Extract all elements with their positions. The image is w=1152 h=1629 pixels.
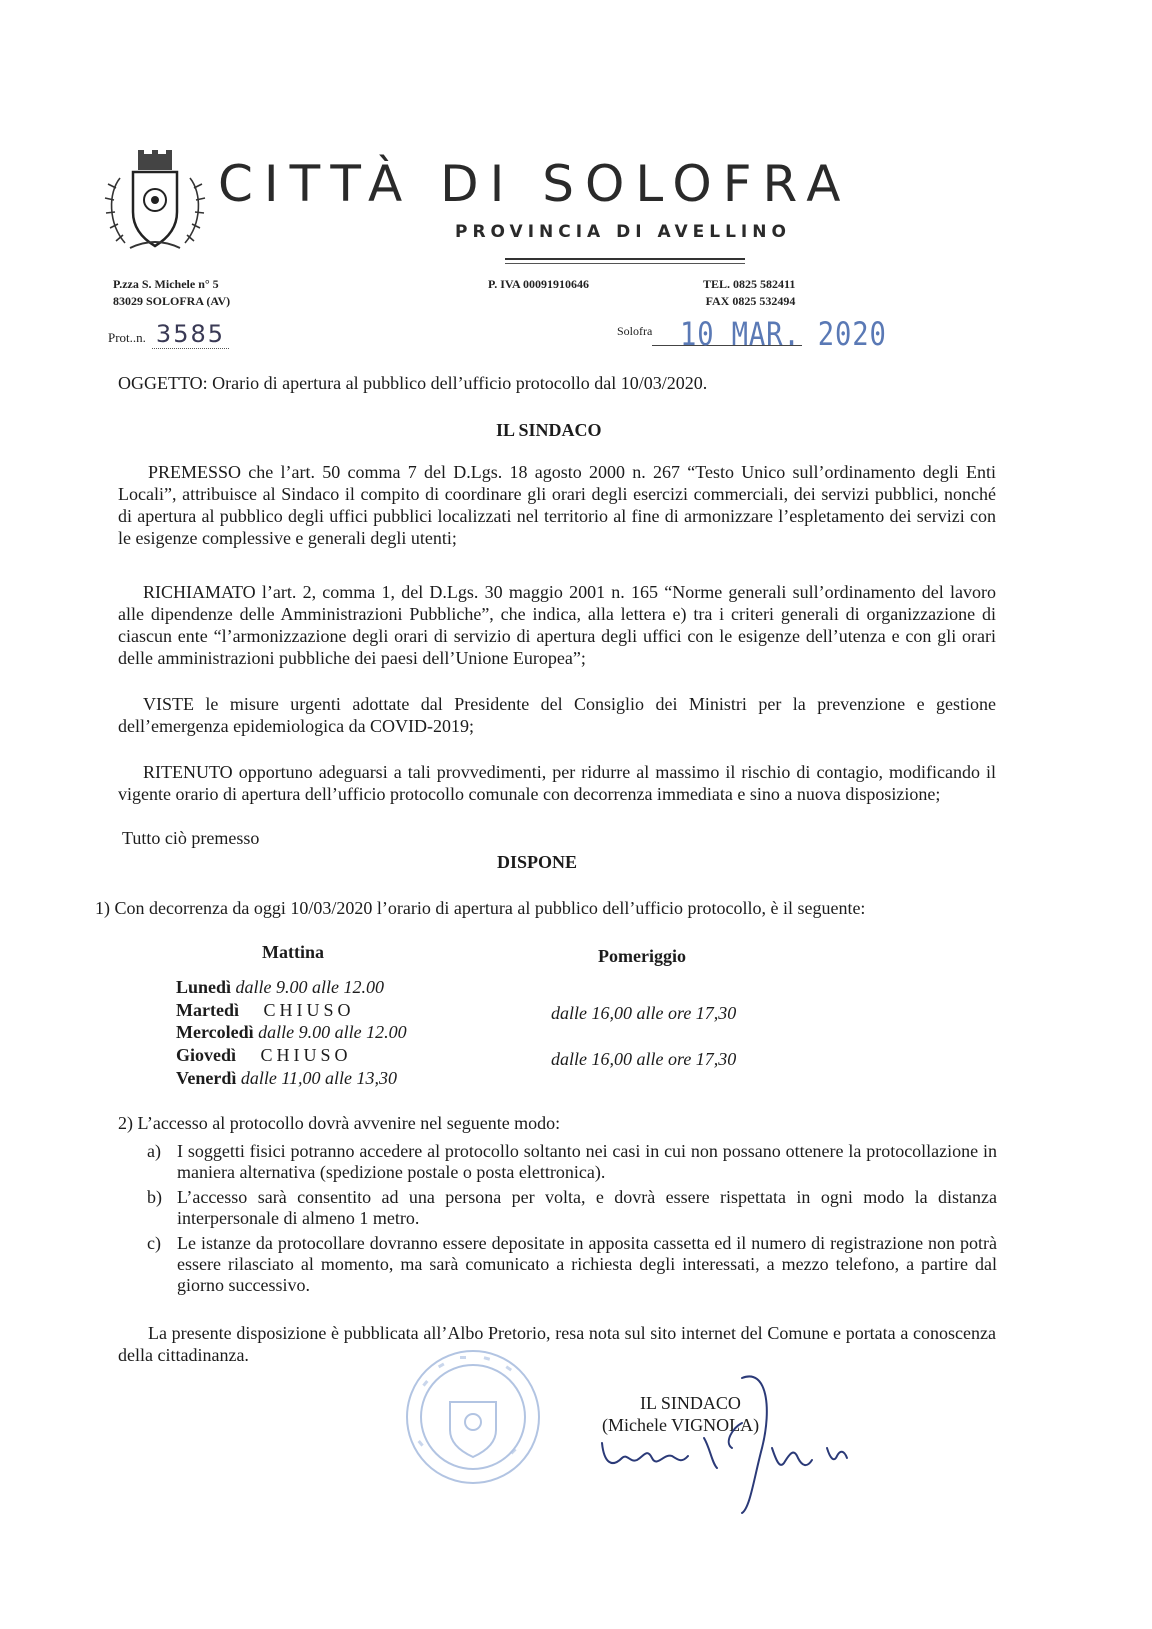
schedule-morning-hours: CHIUSO (263, 1000, 355, 1020)
contact-block (703, 276, 795, 310)
paragraph-viste: VISTE le misure urgenti adottate dal Presidente del Consiglio dei Ministri per la prevenzione e gestione dell’emergenza epidemiologica da COVID-2019; (118, 694, 996, 736)
sub-item-label: a) (147, 1141, 161, 1161)
city-title: CITTÀ DI SOLOFRA (218, 155, 852, 213)
provision-item-2: 2) L’accesso al protocollo dovrà avvenire nel seguente modo: (118, 1113, 561, 1133)
subject-line: OGGETTO: Orario di apertura al pubblico dell’ufficio protocollo dal 10/03/2020. (118, 373, 708, 393)
sub-item-label: b) (147, 1187, 162, 1207)
vat-number: P. IVA 00091910646 (488, 277, 590, 291)
schedule-morning-hours: dalle 11,00 alle 13,30 (240, 1068, 397, 1088)
paragraph-premesso: PREMESSO che l’art. 50 comma 7 del D.Lgs. 18 agosto 2000 n. 267 “Testo Unico sull’ordinamento degli Enti Locali”, attribuisce al Sindaco il compito di coordinare gli orari degli esercizi commerciali, dei servizi pubblici, nonché di apertura al pubblico degli uffici pubblici localizzati nel territorio al fine di armonizzare l’espletamento dei servizi con le esigenze complessive e generali degli utenti; (118, 462, 996, 548)
schedule-morning-hours: CHIUSO (260, 1045, 352, 1065)
paragraph-ritenuto: RITENUTO opportuno adeguarsi a tali provvedimenti, per ridurre al massimo il rischio di contagio, modificando il vigente orario di apertura dell’ufficio protocollo comunale con decorrenza immediata e sino a nuova disposizione; (118, 762, 996, 804)
heading-il-sindaco: IL SINDACO (496, 420, 602, 440)
date-stamp: 10 MAR. 2020 (680, 315, 887, 353)
address-block (113, 276, 230, 310)
sub-item-c (147, 1233, 997, 1296)
official-seal-stamp (398, 1342, 548, 1492)
protocol-number-field (108, 320, 229, 348)
schedule-morning-header: Mattina (262, 942, 324, 962)
schedule-row-thursday (176, 1045, 352, 1066)
schedule-morning-hours: dalle 9.00 alle 12.00 (258, 1022, 407, 1042)
header-rule-thin (505, 263, 745, 264)
schedule-day: Martedì (176, 1000, 239, 1020)
fax: FAX 0825 532494 (705, 294, 796, 308)
protocol-label: Prot..n. (108, 330, 146, 345)
paragraph-richiamato: RICHIAMATO l’art. 2, comma 1, del D.Lgs. 30 maggio 2001 n. 165 “Norme generali sull’ordinamento del lavoro alle dipendenze delle Amministrazioni Pubbliche”, che indica, alla lettera e) tra i criteri generali di organizzazione di ciascun ente “l’armonizzazione degli orari di servizio di apertura degli uffici con le esigenze dell’utenza e con gli orari delle amministrazioni pubbliche dei paesi dell’Unione Europea”; (118, 582, 996, 668)
sub-item-a (147, 1141, 997, 1183)
heading-dispone: DISPONE (497, 852, 578, 872)
telephone: TEL. 0825 582411 (703, 277, 796, 291)
schedule-day: Venerdì (176, 1068, 237, 1088)
schedule-day: Lunedì (176, 977, 232, 997)
handwritten-signature (592, 1368, 862, 1518)
address-line-1: P.zza S. Michele n° 5 (113, 277, 219, 291)
provision-item-1: 1) Con decorrenza da oggi 10/03/2020 l’orario di apertura al pubblico dell’ufficio protocollo, è il seguente: (95, 898, 866, 918)
header-rule (505, 258, 745, 260)
province-subtitle: PROVINCIA DI AVELLINO (455, 222, 791, 242)
schedule-day: Mercoledì (176, 1022, 254, 1042)
schedule-row-tuesday (176, 1000, 355, 1021)
place-label: Solofra (617, 324, 653, 338)
closing-paragraph: La presente disposizione è pubblicata all’Albo Pretorio, resa nota sul sito internet del Comune e portata a conoscenza della cittadinanza. (118, 1323, 996, 1365)
schedule-afternoon-thursday: dalle 16,00 alle ore 17,30 (551, 1049, 737, 1069)
schedule-row-wednesday (176, 1022, 407, 1043)
sub-item-b (147, 1187, 997, 1229)
schedule-afternoon-tuesday: dalle 16,00 alle ore 17,30 (551, 1003, 737, 1023)
sub-item-text: Le istanze da protocollare dovranno essere depositate in apposita cassetta ed il numero di registrazione non potrà essere rilasciato al momento, ma sarà comunicato a richiesta degli interessati, a mezzo telefono, a partire dal giorno successivo. (177, 1233, 997, 1295)
schedule-morning-hours: dalle 9.00 alle 12.00 (235, 977, 385, 997)
protocol-number: 3585 (152, 320, 229, 349)
signature-name: (Michele VIGNOLA) (602, 1415, 760, 1435)
address-line-2: 83029 SOLOFRA (AV) (113, 294, 231, 308)
schedule-row-monday (176, 977, 384, 998)
sub-item-text: L’accesso sarà consentito ad una persona per volta, e dovrà essere rispettata in ogni modo la distanza interpersonale di almeno 1 metro. (177, 1187, 997, 1228)
schedule-day: Giovedì (176, 1045, 237, 1065)
paragraph-tutto-premesso: Tutto ciò premesso (122, 828, 260, 848)
signature-title: IL SINDACO (640, 1393, 741, 1413)
sub-item-label: c) (147, 1233, 161, 1253)
schedule-row-friday (176, 1068, 397, 1089)
city-crest-logo (100, 148, 210, 256)
sub-item-text: I soggetti fisici potranno accedere al protocollo soltanto nei casi in cui non possano ottenere la protocollazione in maniera alternativa (spedizione postale o posta elettronica). (177, 1141, 997, 1182)
schedule-afternoon-header: Pomeriggio (598, 946, 686, 966)
